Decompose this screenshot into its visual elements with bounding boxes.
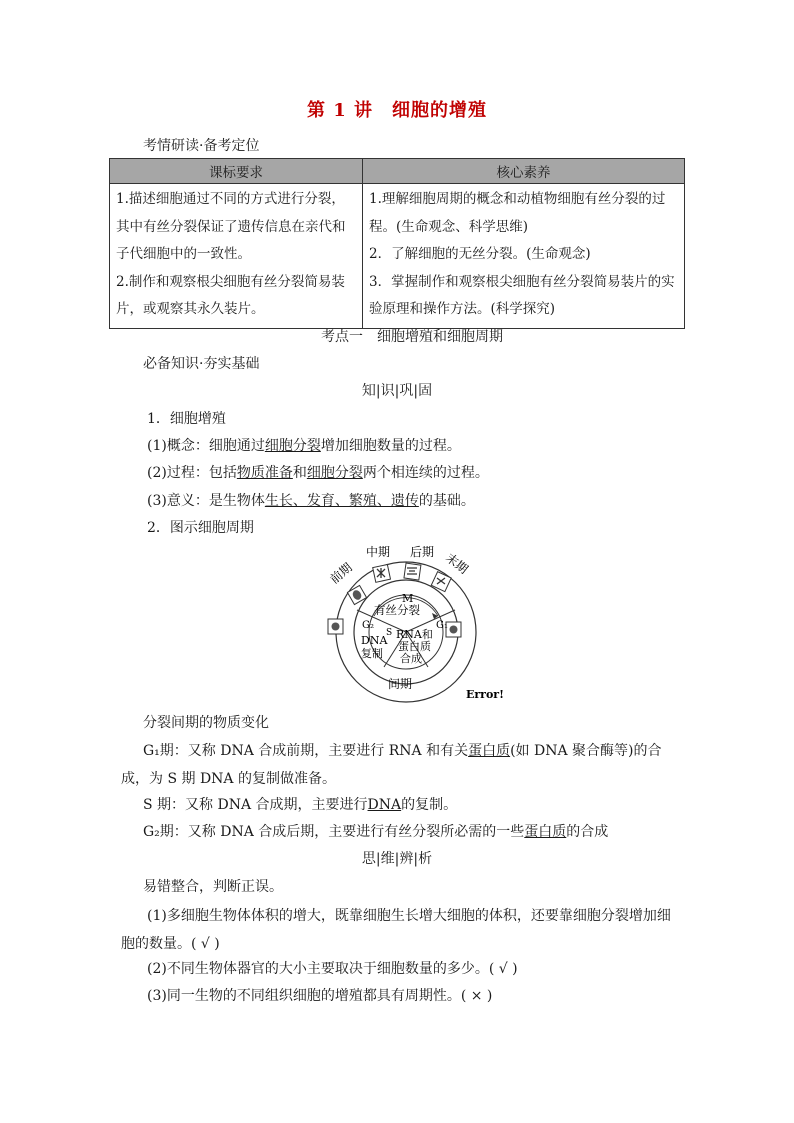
interphase-label: 间期 [388,677,413,691]
mitosis-label: 有丝分裂 [374,603,420,617]
text: 两个相连续的过程。 [362,465,489,481]
phase-label-metaphase: 中期 [366,545,391,559]
g1-cell-icon [446,622,461,637]
section-reading-heading: 考情研读·备考定位 [143,138,260,154]
metaphase-cell-icon [373,564,391,582]
standards-table [109,158,685,329]
item1-concept [147,435,461,455]
competency-cell [363,184,685,329]
answer-underline: 蛋白质 [524,824,567,840]
g1-description [121,737,681,793]
item1-heading: 1．细胞增殖 [147,411,226,427]
item2-heading: 2．图示细胞周期 [147,520,254,536]
item1-process [147,462,489,482]
dna-label-line2: 复制 [361,647,383,660]
phase-label-anaphase: 后期 [410,545,435,559]
text: G₂期：又称 DNA 合成后期，主要进行有丝分裂所必需的一些 [143,824,525,840]
rna-label-line1: RNA和 [396,628,433,641]
competency-item: 3．掌握制作和观察根尖细胞有丝分裂简易装片的实验原理和操作方法。(科学探究) [369,273,675,317]
m-label: M [402,592,414,605]
cell-cycle-diagram [316,540,506,710]
text: (2)过程：包括 [147,465,237,481]
phase-label-telophase: 末期 [443,550,471,577]
answer-underline: 蛋白质 [468,743,511,759]
standards-cell [110,184,363,329]
yicuo-instruction: 易错整合，判断正误。 [143,879,283,895]
text: (3)意义：是生物体 [147,493,265,509]
text: 的合成 [566,824,609,840]
text: 的复制。 [401,797,458,813]
text: 的基础。 [418,493,475,509]
competency-item: 2．了解细胞的无丝分裂。(生命观念) [369,246,591,262]
bibei-heading: 必备知识·夯实基础 [143,356,260,372]
judgment-item: (2)不同生物体器官的大小主要取决于细胞数量的多少。( √ ) [147,961,518,977]
text: 和 [292,465,307,481]
phase-label-prophase: 前期 [327,560,355,587]
item1-significance [147,490,475,510]
competency-item: 1.理解细胞周期的概念和动植物细胞有丝分裂的过程。(生命观念、科学思维) [369,191,666,235]
rna-label-line3: 合成 [400,652,422,665]
standard-item: 2.制作和观察根尖细胞有丝分裂简易装片，或观察其永久装片。 [116,273,345,317]
text: G₁期：又称 DNA 合成前期，主要进行 RNA 和有关 [143,743,469,759]
anaphase-cell-icon [404,563,421,580]
g2-label: G₂ [362,620,374,631]
interphase-changes-heading: 分裂间期的物质变化 [143,715,269,731]
s-description [143,794,457,814]
page-title: 第 1 讲 细胞的增殖 [306,100,488,121]
error-label: Error! [466,688,504,701]
table-header-competency: 核心素养 [363,159,685,184]
answer-underline: 细胞分裂 [306,465,363,481]
s-label: S [386,628,393,638]
dna-label-line1: DNA [361,634,388,647]
judgment-item: (1)多细胞生物体体积的增大，既靠细胞生长增大细胞的体积，还要靠细胞分裂增加细胞的数量。( √ ) [121,908,671,952]
standard-item: 1.描述细胞通过不同的方式进行分裂，其中有丝分裂保证了遗传信息在亲代和子代细胞中的一致性。 [116,191,346,262]
text: S 期：又称 DNA 合成期，主要进行 [143,797,368,813]
table-header-standards: 课标要求 [110,159,363,184]
zhishi-heading: 知|识|巩|固 [361,383,433,399]
answer-underline: 细胞分裂 [264,438,321,454]
kaodian-heading: 考点一 细胞增殖和细胞周期 [321,329,503,345]
text: (1)概念：细胞通过 [147,438,265,454]
judgment-item: (3)同一生物的不同组织细胞的增殖都具有周期性。( × ) [147,988,493,1004]
text: 增加细胞数量的过程。 [320,438,461,454]
g2-cell-icon [328,619,343,634]
g1-label: G₁ [436,620,448,631]
rna-label-line2: 蛋白质 [398,640,431,653]
text: (如 DNA 聚合酶等)的合成，为 S 期 DNA 的复制做准备。 [121,743,662,787]
siwei-heading: 思|维|辨|析 [361,851,433,867]
g2-description [143,821,608,841]
answer-underline: 物质准备 [236,465,293,481]
answer-underline: DNA [367,797,402,813]
answer-underline: 生长、发育、繁殖、遗传 [264,493,419,509]
